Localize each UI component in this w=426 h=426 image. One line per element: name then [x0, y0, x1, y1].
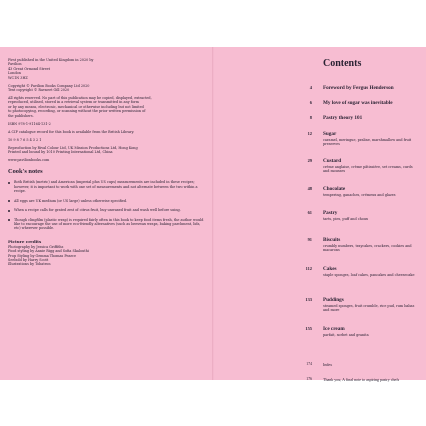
contents-entry-title: Chocolate [323, 186, 346, 192]
imprint-line: Pavilion [8, 62, 22, 67]
imprint-line: Copyright © Pavilion Books Company Ltd 2020 [8, 83, 90, 88]
cooks-note-item: Though clingfilm (plastic wrap) is required fairly often in this book to keep food items fresh, the author would like to encourage the use of more eco-friendly alternatives (such as beeswax wraps, baking parchment, lids, etc) wherever possible. [8, 218, 206, 231]
contents-entry-subtitle: tempering, ganaches, crémeux and glazes [323, 192, 396, 197]
contents-page-number: 12 [307, 131, 312, 136]
picture-credit-line: Illustrations by Tobatron [8, 262, 51, 267]
contents-page-number: 8 [309, 115, 312, 120]
imprint-line: or by any means, electronic, mechanical or otherwise including but not limited [8, 104, 144, 109]
contents-page-number: 133 [305, 297, 312, 302]
picture-credit-line: Food styling by Annie Rigg and Sofia Skalouthi [8, 249, 89, 254]
contents-page-number: 112 [305, 266, 312, 271]
cooks-notes-title: Cook's notes [8, 168, 43, 176]
contents-entry-subtitle: caramel, meringue, praline, marshmallow and fruit preserves [323, 137, 412, 146]
contents-entry-subtitle: crumbly numbers, traycakes, crackers, cookies and macarons [323, 243, 412, 252]
imprint-line: A CIP catalogue record for this book is available from the British Library. [8, 129, 135, 134]
picture-credit-line: Seebold by Harry Scott [8, 257, 49, 262]
picture-credit-line: Photography by Jessica Griffiths [8, 244, 64, 249]
imprint-line: All rights reserved. No part of this publication may be copied, displayed, extracted, [8, 96, 152, 101]
cooks-note-item: When a recipe calls for grated zest of citrus fruit, buy unwaxed fruit and wash well before using. [8, 208, 206, 212]
contents-entry-title: Sugar [323, 131, 337, 137]
contents-entry-title: Custard [323, 158, 342, 164]
contents-entry-title: Biscuits [323, 237, 341, 243]
cooks-note-item: Both British (metric) and American (imperial plus US cups) measurements are included in these recipes; however, it is important to work with one set of measurements and not alternate between the two within a recipe. [8, 180, 206, 193]
contents-entry-title: Cakes [323, 266, 337, 272]
contents-entry-title: Ice cream [323, 326, 345, 332]
contents-page-number: 61 [307, 210, 312, 215]
imprint-line: Printed and bound by 1010 Printing International Ltd, China [8, 150, 113, 155]
right-page [260, 50, 420, 380]
imprint-line: to photocopying, recording, or scanning without the prior written permission of [8, 109, 146, 114]
imprint-line: WC1N 3HZ [8, 75, 28, 80]
contents-entry-title: Pastry theory 101 [323, 115, 363, 121]
imprint-line: 10 9 8 7 6 5 4 3 2 1 [8, 137, 42, 142]
imprint-line: reproduced, utilised, stored in a retrieval system or transmitted in any form [8, 100, 139, 105]
imprint-line: Text copyright © Ravneet Gill 2020 [8, 88, 70, 93]
cooks-note-item: All eggs are UK medium (or US large) unless otherwise specified. [8, 199, 206, 203]
contents-entry-title: My love of sugar was inevitable [323, 100, 393, 106]
contents-entry-title: Index [323, 362, 333, 367]
picture-credits-list [8, 245, 206, 267]
contents-page-number: 176 [306, 377, 312, 381]
imprint-block [8, 58, 206, 162]
contents-entry-title: Pastry [323, 210, 338, 216]
contents-page-number: 48 [307, 186, 312, 191]
contents-entry-subtitle: parfait, sorbet and granita [323, 332, 369, 337]
left-page [8, 58, 206, 267]
contents-title: Contents [323, 58, 362, 69]
contents-page-number: 91 [307, 237, 312, 242]
cooks-notes-list [8, 180, 206, 230]
contents-entry-title: Foreword by Fergus Henderson [323, 85, 394, 91]
contents-page-number: 155 [305, 326, 312, 331]
contents-entry-title: Puddings [323, 297, 344, 303]
imprint-line: ISBN 978-1-91164-131-2 [8, 121, 51, 126]
picture-credit-line: Prop Styling by Gemma Thomas Pearce [8, 253, 77, 258]
contents-entry-subtitle: staple sponges, loaf cakes, pancakes and cheesecake [323, 272, 415, 277]
contents-page-number: 4 [309, 85, 312, 90]
contents-page-number: 6 [309, 100, 312, 105]
imprint-line: Reproduction by Rival Colour Ltd, UK Mission Productions Ltd, Hong Kong [8, 145, 138, 150]
contents-entry-title: Thank you; A final note to aspiring pastry chefs [323, 377, 400, 382]
contents-page-number: 174 [306, 362, 312, 366]
contents-page-number: 29 [307, 158, 312, 163]
imprint-line: London [8, 71, 21, 76]
imprint-line: 43 Great Ormond Street [8, 66, 50, 71]
picture-credits-title: Picture credits [8, 238, 42, 244]
contents-entry-subtitle: steamed sponges, fruit crumble, rice pud, rum babas and more [323, 303, 415, 312]
contents-entry-subtitle: tarts, pies, puff and choux [323, 216, 368, 221]
book-gutter [212, 47, 214, 380]
imprint-line: www.pavilionbooks.com [8, 158, 50, 163]
imprint-line: First published in the United Kingdom in 2020 by [8, 58, 94, 62]
contents-entry-subtitle: crème anglaise, crème pâtissière, set creams, curds and mousses [323, 164, 413, 173]
imprint-line: the publishers. [8, 113, 34, 118]
